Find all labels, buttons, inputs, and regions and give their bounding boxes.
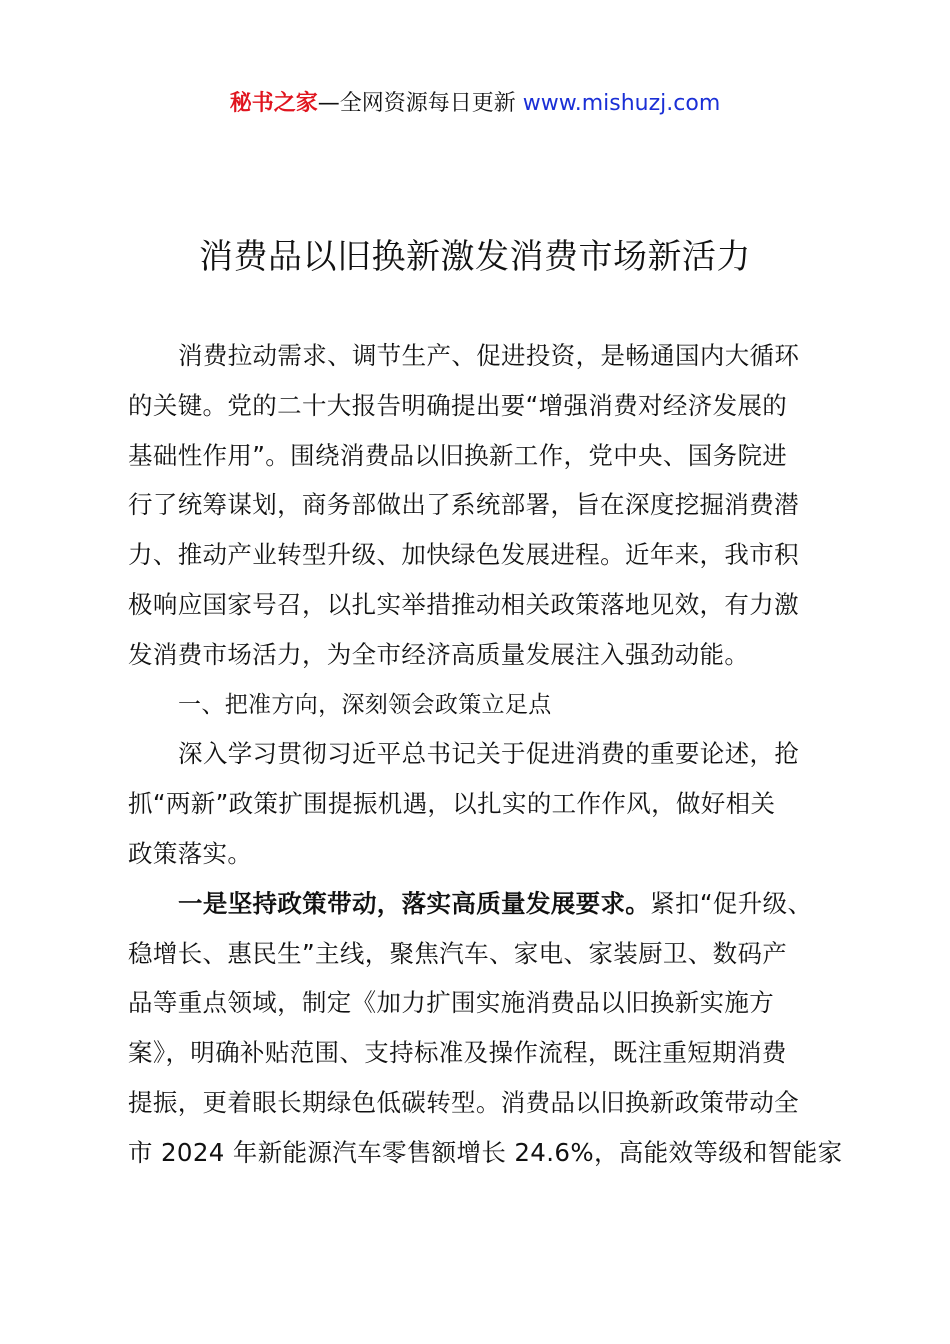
site-url-link[interactable]: www.mishuzj.com (522, 91, 721, 116)
text-line: 提振，更着眼长期绿色低碳转型。消费品以旧换新政策带动全 (128, 1087, 799, 1117)
text-line: 抓“两新”政策扩围提振机遇，以扎实的工作作风，做好相关 (128, 789, 776, 819)
document-body (128, 336, 843, 1183)
paragraph-intro (128, 336, 833, 685)
paragraph-study (128, 734, 833, 883)
header-slogan: —全网资源每日更新 (317, 91, 516, 116)
brand-name: 秘书之家 (229, 91, 318, 116)
text-line: 政策落实。 (128, 838, 253, 868)
text-line: 的关键。党的二十大报告明确提出要“增强消费对经济发展的 (128, 390, 788, 420)
text-line: 稳增长、惠民生”主线，聚焦汽车、家电、家装厨卫、数码产 (128, 938, 788, 968)
text-line: 发消费市场活力，为全市经济高质量发展注入强劲动能。 (128, 639, 750, 669)
text-line: 行了统筹谋划，商务部做出了系统部署，旨在深度挖掘消费潜 (128, 490, 799, 520)
bold-lead: 一是坚持政策带动，落实高质量发展要求。 (178, 888, 651, 918)
text-line: 深入学习贯彻习近平总书记关于促进消费的重要论述，抢 (178, 739, 800, 769)
site-header (0, 88, 950, 120)
text-line: 品等重点领域，制定《加力扩围实施消费品以旧换新实施方 (128, 988, 775, 1018)
document-title: 消费品以旧换新激发消费市场新活力 (199, 237, 751, 277)
text-line: 案》，明确补贴范围、支持标准及操作流程，既注重短期消费 (128, 1038, 787, 1068)
text-run: 紧扣“促升级、 (650, 888, 813, 918)
text-line (128, 884, 833, 934)
text-line: 市 2024 年新能源汽车零售额增长 24.6%，高能效等级和智能家 (128, 1137, 843, 1167)
text-line: 力、推动产业转型升级、加快绿色发展进程。近年来，我市积 (128, 540, 799, 570)
text-line: 基础性作用”。围绕消费品以旧换新工作，党中央、国务院进 (128, 440, 788, 470)
section-heading (128, 685, 833, 735)
text-line: 消费拉动需求、调节生产、促进投资，是畅通国内大循环 (178, 341, 800, 370)
heading-line: 一、把准方向，深刻领会政策立足点 (178, 691, 552, 718)
text-line: 极响应国家号召，以扎实举措推动相关政策落地见效，有力激 (128, 589, 799, 619)
paragraph-policy (128, 884, 843, 1183)
